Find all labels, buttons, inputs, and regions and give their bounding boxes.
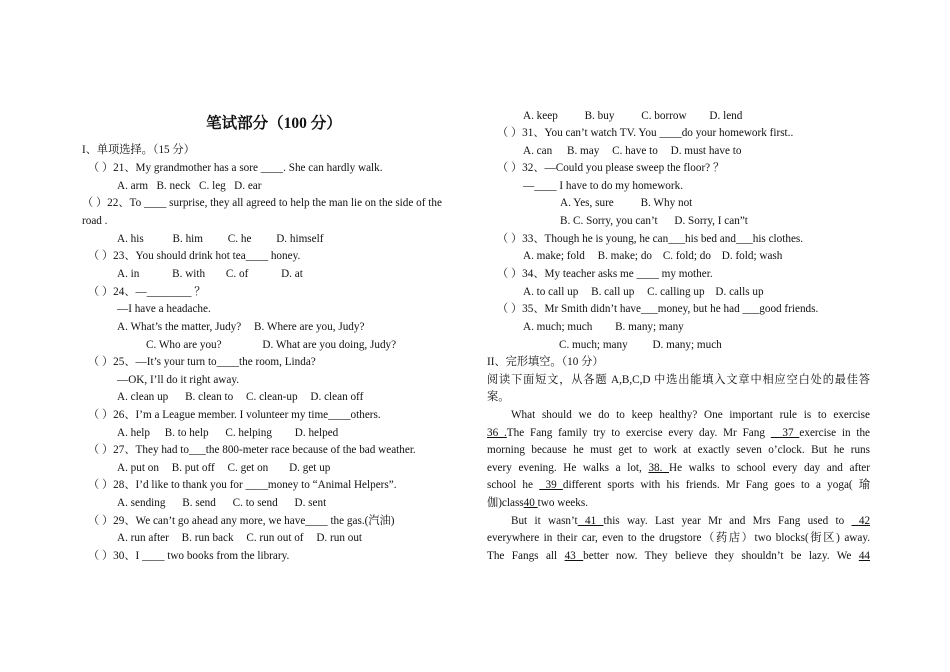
passage-line: What should we do to keep healthy? One important rule is to exercise <box>511 409 870 421</box>
option-c[interactable]: C. leg <box>199 180 226 192</box>
option-a[interactable]: A. What’s the matter, Judy? <box>117 321 242 333</box>
question-23-stem: （ ）23、You should drink hot tea____ honey. <box>88 250 301 262</box>
question-34-stem: （ ）34、My teacher asks me ____ my mother. <box>497 268 713 280</box>
question-24-stem: （ ）24、—________ ？ <box>88 286 206 298</box>
blank-42[interactable]: 42 <box>858 515 871 527</box>
option-a[interactable]: A. can <box>523 145 553 157</box>
blank-44[interactable]: 44 <box>858 550 871 562</box>
option-c[interactable]: B. C. Sorry, you can’t <box>560 215 658 227</box>
option-b[interactable]: B. neck <box>156 180 191 192</box>
question-22-options <box>117 231 323 249</box>
question-34-options <box>523 284 764 302</box>
question-23-options <box>117 266 303 284</box>
option-a[interactable]: A. much; much <box>523 321 593 333</box>
option-d[interactable]: D. Sorry, I can”t <box>674 215 748 227</box>
blank-36[interactable]: 36 . <box>487 427 507 439</box>
blank-43[interactable]: 43 <box>564 550 584 562</box>
option-a[interactable]: A. arm <box>117 180 149 192</box>
option-d[interactable]: D. What are you doing, Judy? <box>262 339 397 351</box>
question-29-options <box>117 530 362 548</box>
option-a[interactable]: A. to call up <box>523 286 579 298</box>
question-27-stem: （ ）27、They had to___the 800-meter race because of the bad weather. <box>88 444 416 456</box>
option-b[interactable]: B. many; many <box>615 321 684 333</box>
question-28-stem: （ ）28、I’d like to thank you for ____money to “Animal Helpers”. <box>88 479 397 491</box>
option-d[interactable]: D. run out <box>316 532 363 544</box>
question-33-stem: （ ）33、Though he is young, he can___his bed and___his clothes. <box>497 233 804 245</box>
question-30-options <box>523 108 742 126</box>
question-26-options <box>117 425 338 443</box>
option-a[interactable]: A. Yes, sure <box>560 197 614 209</box>
question-27-options <box>117 460 330 478</box>
option-d[interactable]: D. clean off <box>310 391 364 403</box>
question-28-options <box>117 495 326 513</box>
option-b[interactable]: B. Why not <box>640 197 693 209</box>
option-c[interactable]: C. run out of <box>246 532 304 544</box>
option-a[interactable]: A. make; fold <box>523 250 585 262</box>
question-33-options <box>523 248 782 266</box>
question-31-stem: （ ）31、You can’t watch TV. You ____do your homework first.. <box>497 127 794 139</box>
blank-39[interactable]: 39 <box>545 479 563 491</box>
option-b[interactable]: B. call up <box>591 286 635 298</box>
option-b[interactable]: B. put off <box>171 462 215 474</box>
page-title: 笔试部分（100 分） <box>206 115 342 132</box>
option-a[interactable]: A. help <box>117 427 150 439</box>
passage-line: 36 .The Fang family try to exercise every day. Mr Fang 37 exercise in the <box>487 427 871 439</box>
question-29-stem: （ ）29、We can’t go ahead any more, we have____ the gas.(汽油) <box>88 515 395 527</box>
option-c[interactable]: C. calling up <box>647 286 705 298</box>
question-26-stem: （ ）26、I’m a League member. I volunteer my time____others. <box>88 409 381 421</box>
option-b[interactable]: B. run back <box>181 532 234 544</box>
option-c[interactable]: C. of <box>225 268 249 280</box>
question-24-options-row2 <box>146 337 396 355</box>
option-a[interactable]: A. his <box>117 233 144 245</box>
question-32-dialog: —____ I have to do my homework. <box>523 180 684 192</box>
question-25-stem: （ ）25、—It’s your turn to____the room, Linda? <box>88 356 316 368</box>
option-b[interactable]: B. buy <box>584 110 615 122</box>
passage-line: everywhere in their car, even to the drugstore（药店）two blocks(街区) away. <box>487 532 870 544</box>
option-a[interactable]: A. sending <box>117 497 166 509</box>
blank-38[interactable]: 38. <box>648 462 670 474</box>
question-22-stem: （ ）22、To ____ surprise, they all agreed to help the man lie on the side of the <box>82 197 442 209</box>
option-d[interactable]: D. lend <box>709 110 743 122</box>
question-32-options-row1 <box>560 195 692 213</box>
question-32-options-row2 <box>560 213 748 231</box>
option-c[interactable]: C. clean-up <box>246 391 298 403</box>
option-b[interactable]: B. Where are you, Judy? <box>254 321 365 333</box>
option-c[interactable]: C. have to <box>612 145 658 157</box>
option-d[interactable]: D. sent <box>294 497 327 509</box>
option-c[interactable]: C. much; many <box>559 339 628 351</box>
question-25-dialog: —OK, I’ll do it right away. <box>117 374 240 386</box>
question-35-options-row2 <box>559 337 722 355</box>
option-b[interactable]: B. may <box>567 145 600 157</box>
option-c[interactable]: C. he <box>227 233 252 245</box>
question-21-stem: （ ）21、My grandmother has a sore ____. She can hardly walk. <box>88 162 383 174</box>
option-a[interactable]: A. keep <box>523 110 558 122</box>
option-c[interactable]: C. fold; do <box>662 250 711 262</box>
blank-40[interactable]: 40 <box>523 497 538 509</box>
passage-line: The Fangs all 43 better now. They believe they shouldn’t be lazy. We 44 <box>487 550 871 562</box>
question-25-options <box>117 389 363 407</box>
passage-line: But it wasn’t 41 this way. Last year Mr and Mrs Fang used to 42 <box>511 515 871 527</box>
option-c[interactable]: C. helping <box>225 427 272 439</box>
question-24-options-row1 <box>117 319 364 337</box>
blank-37[interactable]: 37 <box>782 427 800 439</box>
option-b[interactable]: B. clean to <box>185 391 234 403</box>
option-d[interactable]: D. at <box>281 268 303 280</box>
passage-line: every evening. He walks a lot, 38. He walks to school every day and after <box>487 462 870 474</box>
option-c[interactable]: C. borrow <box>641 110 687 122</box>
option-d[interactable]: D. get up <box>289 462 331 474</box>
question-32-stem: （ ）32、—Could you please sweep the floor? ？ <box>497 162 725 174</box>
option-b[interactable]: B. make; do <box>597 250 653 262</box>
question-30-stem: （ ）30、I ____ two books from the library. <box>88 550 290 562</box>
option-d[interactable]: D. calls up <box>715 286 764 298</box>
question-35-stem: （ ）35、Mr Smith didn’t have___money, but he had ___good friends. <box>497 303 819 315</box>
option-a[interactable]: A. put on <box>117 462 159 474</box>
cloze-instructions: 阅读下面短文，从各题 A,B,C,D 中选出能填入文章中相应空白处的最佳答 <box>487 374 870 386</box>
option-d[interactable]: D. many; much <box>652 339 722 351</box>
option-c[interactable]: C. get on <box>227 462 269 474</box>
question-31-options <box>523 143 741 161</box>
option-c[interactable]: C. Who are you? <box>146 339 222 351</box>
option-a[interactable]: A. clean up <box>117 391 169 403</box>
question-22-stem-cont: road . <box>82 215 108 227</box>
passage-line: school he 39 different sports with his friends. Mr Fang goes to a yoga( 瑜 <box>487 479 871 491</box>
blank-41[interactable]: 41 <box>584 515 604 527</box>
question-21-options <box>117 178 262 196</box>
option-a[interactable]: A. run after <box>117 532 169 544</box>
option-c[interactable]: C. to send <box>232 497 278 509</box>
option-d[interactable]: D. helped <box>294 427 339 439</box>
section-heading-cloze: II、完形填空。（10 分） <box>487 356 604 368</box>
cloze-instructions-cont: 案。 <box>487 391 510 403</box>
question-24-dialog: —I have a headache. <box>117 303 211 315</box>
passage-line: morning because he must get to work at exactly seven o’clock. But he runs <box>487 444 870 456</box>
option-d[interactable]: D. fold; wash <box>721 250 783 262</box>
option-d[interactable]: D. must have to <box>670 145 742 157</box>
option-d[interactable]: D. himself <box>276 233 324 245</box>
option-b[interactable]: B. him <box>172 233 203 245</box>
passage-line: 伽)class40 two weeks. <box>487 497 588 509</box>
question-35-options-row1 <box>523 319 684 337</box>
option-b[interactable]: B. to help <box>164 427 209 439</box>
option-d[interactable]: D. ear <box>234 180 262 192</box>
option-a[interactable]: A. in <box>117 268 140 280</box>
section-heading-multiple-choice: I、单项选择。（15 分） <box>82 144 195 156</box>
option-b[interactable]: B. send <box>182 497 216 509</box>
option-b[interactable]: B. with <box>172 268 206 280</box>
